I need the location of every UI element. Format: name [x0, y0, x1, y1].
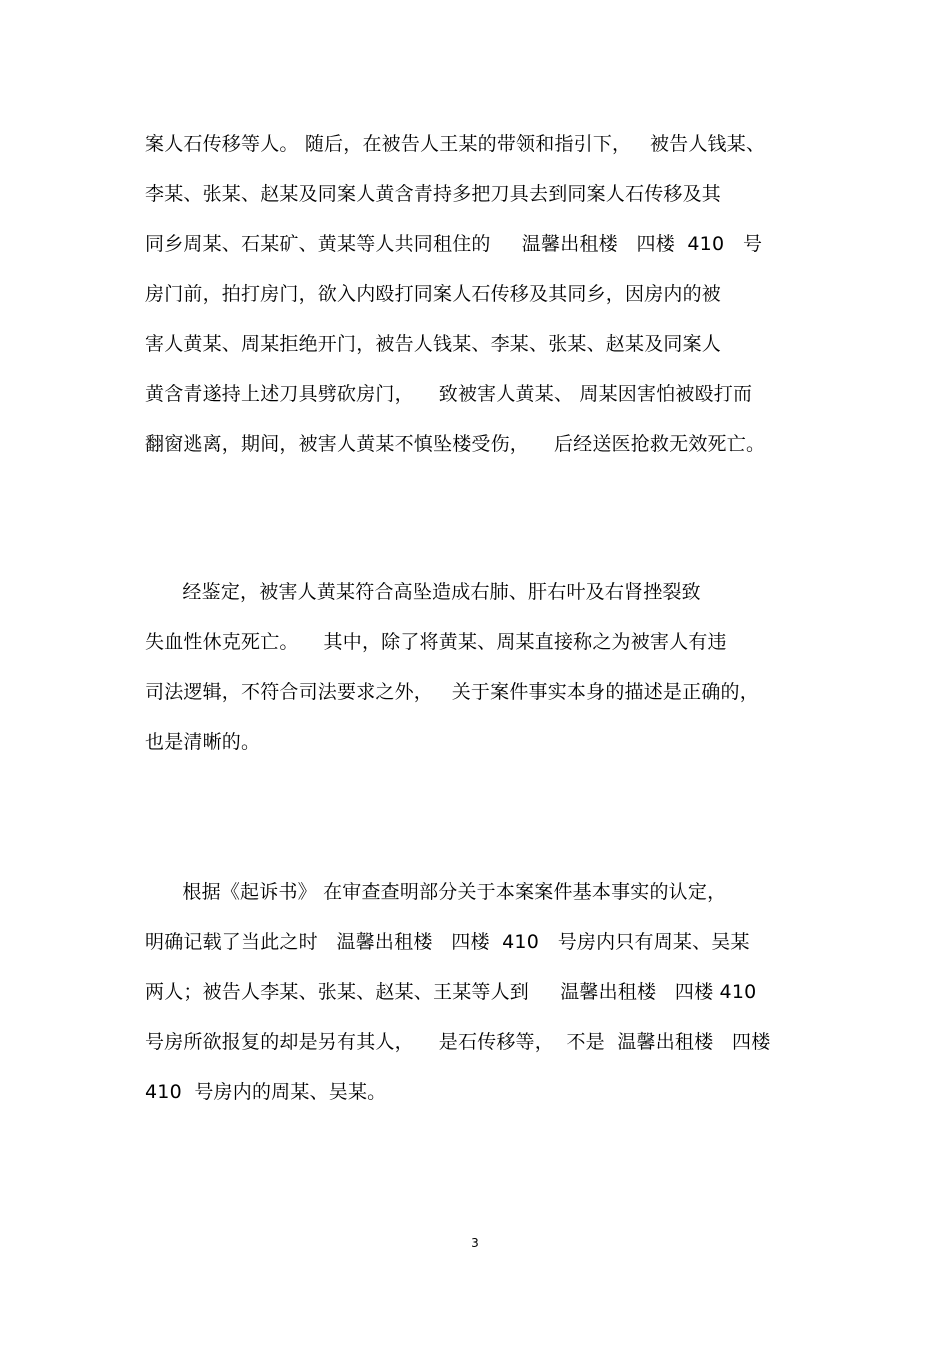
paragraph-1-line-7: 翻窗逃离，期间，被害人黄某不慎坠楼受伤， 后经送医抢救无效死亡。 — [145, 433, 766, 455]
paragraph-1-line-2: 李某、张某、赵某及同案人黄含青持多把刀具去到同案人石传移及其 — [145, 183, 722, 205]
paragraph-3-line-1: 根据《起诉书》 在审查查明部分关于本案案件基本事实的认定， — [145, 881, 727, 903]
paragraph-1-line-4: 房门前，拍打房门，欲入内殴打同案人石传移及其同乡，因房内的被 — [145, 283, 722, 305]
page-number: 3 — [471, 1236, 479, 1250]
paragraph-1-line-1: 案人石传移等人。 随后，在被告人王某的带领和指引下， 被告人钱某、 — [145, 133, 766, 155]
paragraph-1-line-5: 害人黄某、周某拒绝开门，被告人钱某、李某、张某、赵某及同案人 — [145, 333, 722, 355]
paragraph-2-line-4: 也是清晰的。 — [145, 731, 261, 753]
paragraph-2-line-1: 经鉴定，被害人黄某符合高坠造成右肺、肝右叶及右肾挫裂致 — [145, 581, 701, 603]
paragraph-3-line-4: 号房所欲报复的却是另有其人， 是石传移等， 不是 温馨出租楼 四楼 — [145, 1031, 771, 1053]
paragraph-2-line-2: 失血性休克死亡。 其中，除了将黄某、周某直接称之为被害人有违 — [145, 631, 727, 653]
paragraph-3-line-3: 两人；被告人李某、张某、赵某、王某等人到 温馨出租楼 四楼 410 — [145, 981, 757, 1003]
paragraph-2-line-3: 司法逻辑，不符合司法要求之外， 关于案件事实本身的描述是正确的， — [145, 681, 759, 703]
paragraph-3-line-5: 410 号房内的周某、吴某。 — [145, 1081, 387, 1103]
paragraph-3-line-2: 明确记载了当此之时 温馨出租楼 四楼 410 号房内只有周某、吴某 — [145, 931, 750, 953]
paragraph-1-line-6: 黄含青遂持上述刀具劈砍房门， 致被害人黄某、 周某因害怕被殴打而 — [145, 383, 753, 405]
paragraph-1-line-3: 同乡周某、石某矿、黄某等人共同租住的 温馨出租楼 四楼 410 号 — [145, 233, 763, 255]
